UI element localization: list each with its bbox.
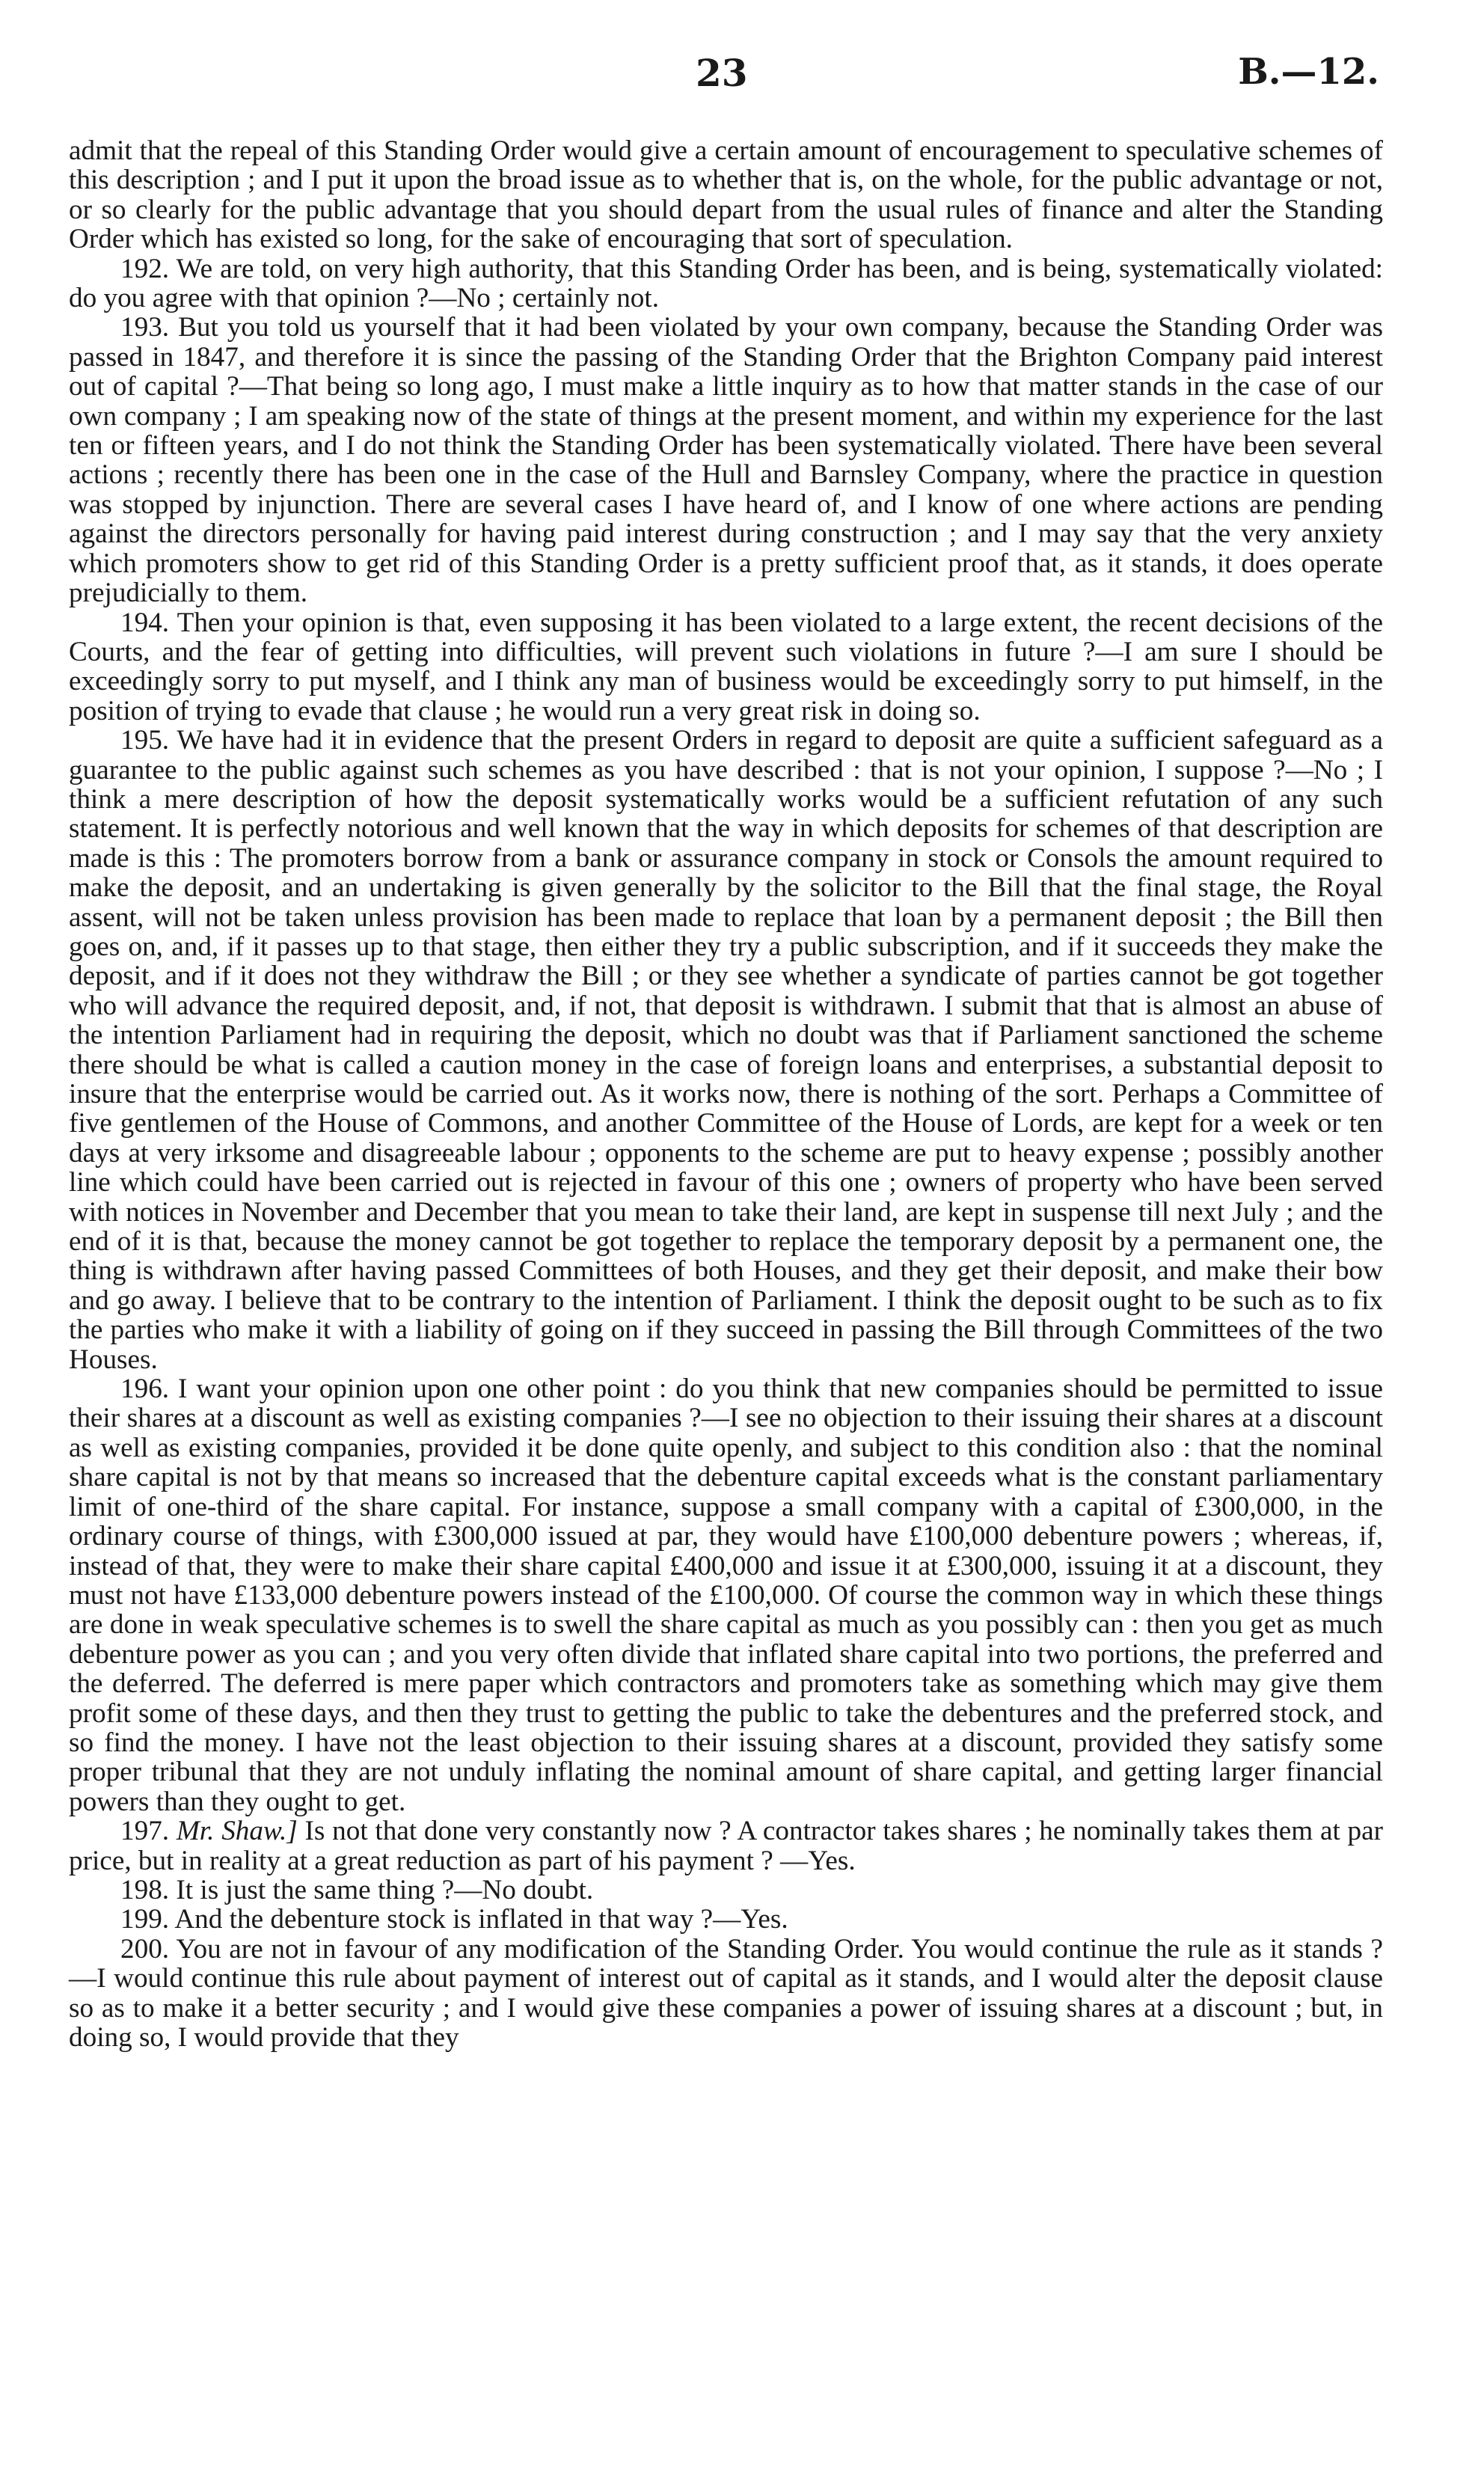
question-number: 195. [120, 725, 170, 756]
paragraph-continued [69, 136, 1383, 254]
paragraph-text: But you told us yourself that it had been violated by your own company, because the Standing Order was passed in 1847, and therefore it is since the passing of the Standing Order that the Brighton Company paid interest out of capital ?—That being so long ago, I must make a little inquiry as to how that matter stands in the case of our own company ; I am speaking now of the state of things at the present moment, and within my experience for the last ten or fifteen years, and I do not think the Standing Order has been systematically violated. There have been several actions ; recently there has been one in the case of the Hull and Barnsley Company, where the practice in question was stopped by injunction. There are several cases I have heard of, and I know of one where actions are pending against the directors personally for having paid interest during construction ; and I may say that the very anxiety which promoters show to get rid of this Standing Order is a pretty sufficient proof that, as it stands, it does operate prejudicially to them. [69, 312, 1383, 609]
question-194 [69, 608, 1383, 726]
question-number: 194. [120, 607, 170, 638]
paragraph-text: Then your opinion is that, even supposing it has been violated to a large extent, the recent decisions of the Courts, and the fear of getting into difficulties, will prevent such violations in future ?—I am sure I should be exceedingly sorry to put myself, and I think any man of business would be exceedingly sorry to put himself, in the position of trying to evade that clause ; he would run a very great risk in doing so. [69, 607, 1383, 726]
document-reference: B.—12. [1238, 51, 1379, 93]
question-number: 192. [120, 253, 170, 284]
question-number: 198. [120, 1874, 170, 1905]
paragraph-text: And the debenture stock is inflated in that way ?—Yes. [174, 1904, 788, 1935]
question-number: 193. [120, 312, 170, 343]
question-number: 199. [120, 1904, 170, 1935]
page-number: 23 [696, 51, 748, 95]
question-198 [69, 1875, 1383, 1905]
paragraph-text: Is not that done very constantly now ? A contractor takes shares ; he nominally takes them at par price, but in reality at a great reduction as part of his payment ? —Yes. [69, 1816, 1384, 1876]
question-193 [69, 313, 1383, 607]
question-195 [69, 726, 1383, 1374]
page-header [0, 51, 1484, 103]
paragraph-text: We have had it in evidence that the present Orders in regard to deposit are quite a sufficient safeguard as a guarantee to the public against such schemes as you have described : that is not your opinion, I suppose ?—No ; I think a mere description of how the deposit systematically works would be a sufficient refutation of any such statement. It is perfectly notorious and well known that the way in which deposits for schemes of that description are made is this : The promoters borrow from a bank or assurance company in stock or Consols the amount required to make the deposit, and an undertaking is given generally by the solicitor to the Bill that the final stage, the Royal assent, will not be taken unless provision has been made to replace that loan by a permanent deposit ; the Bill then goes on, and, if it passes up to that stage, then either they try a public subscription, and if it succeeds they make the deposit, and if it does not they withdraw the Bill ; or they see whether a syndicate of parties cannot be got together who will advance the required deposit, and, if not, that deposit is withdrawn. I submit that that is almost an abuse of the intention Parliament had in requiring the deposit, which no doubt was that if Parliament sanctioned the scheme there should be what is called a caution money in the case of foreign loans and enterprises, a substantial deposit to insure that the enterprise would be carried out. As it works now, there is nothing of the sort. Perhaps a Committee of five gentlemen of the House of Commons, and another Committee of the House of Lords, are kept for a week or ten days at very irksome and disagreeable labour ; opponents to the scheme are put to heavy expense ; possibly another line which could have been carried out is rejected in favour of this one ; owners of property who have been served with notices in November and December that you mean to take their land, are kept in suspense till next July ; and the end of it is that, because the money cannot be got together to replace the temporary deposit by a permanent one, the thing is withdrawn after having passed Committees of both Houses, and they get their deposit, and make their bow and go away. I believe that to be contrary to the intention of Parliament. I think the deposit ought to be such as to fix the parties who make it with a liability of going on if they succeed in passing the Bill through Committees of the two Houses. [69, 725, 1384, 1375]
paragraph-text: admit that the repeal of this Standing Order would give a certain amount of encouragement to speculative schemes of this description ; and I put it upon the broad issue as to whether that is, on the whole, for the public advantage or not, or so clearly for the public advantage that you should depart from the usual rules of finance and alter the Standing Order which has existed so long, for the sake of encouraging that sort of speculation. [69, 135, 1383, 255]
question-200 [69, 1935, 1383, 2053]
page-body [69, 136, 1383, 2052]
question-number: 200. [120, 1933, 170, 1965]
speaker-name: Mr. Shaw.] [176, 1816, 298, 1847]
question-197 [69, 1816, 1383, 1875]
paragraph-text: I want your opinion upon one other point : do you think that new companies should be permitted to issue their shares at a discount as well as existing companies ?—I see no objection to their issuing their shares at a discount as well as existing companies, provided it be done quite openly, and subject to this condition also : that the nominal share capital is not by that means so increased that the debenture capital exceeds what is the constant parliamentary limit of one-third of the share capital. For instance, suppose a small company with a capital of £300,000, in the ordinary course of things, with £300,000 issued at par, they would have £100,000 debenture powers ; whereas, if, instead of that, they were to make their share capital £400,000 and issue it at £300,000, issuing it at a discount, they must not have £133,000 debenture powers instead of the £100,000. Of course the common way in which these things are done in weak speculative schemes is to swell the share capital as much as you possibly can : then you get as much debenture power as you can ; and you very often divide that inflated share capital into two portions, the preferred and the deferred. The deferred is mere paper which contractors and promoters take as something which may give them profit some of these days, and then they trust to getting the public to take the debentures and the preferred stock, and so find the money. I have not the least objection to their issuing shares at a discount, provided they satisfy some proper tribunal that they are not unduly inflating the nominal amount of share capital, and getting larger financial powers than they ought to get. [69, 1374, 1383, 1817]
question-199 [69, 1905, 1383, 1934]
question-number: 197. [120, 1816, 170, 1847]
question-number: 196. [120, 1374, 170, 1405]
question-196 [69, 1374, 1383, 1816]
paragraph-text: We are told, on very high authority, that this Standing Order has been, and is being, systematically violated: do you agree with that opinion ?—No ; certainly not. [69, 253, 1383, 314]
question-192 [69, 254, 1383, 313]
paragraph-text: You are not in favour of any modification of the Standing Order. You would continue the rule as it stands ?—I would continue this rule about payment of interest out of capital as it stands, and I would alter the deposit clause so as to make it a better security ; and I would give these companies a power of issuing shares at a discount ; but, in doing so, I would provide that they [69, 1933, 1383, 2053]
paragraph-text: It is just the same thing ?—No doubt. [176, 1874, 594, 1905]
